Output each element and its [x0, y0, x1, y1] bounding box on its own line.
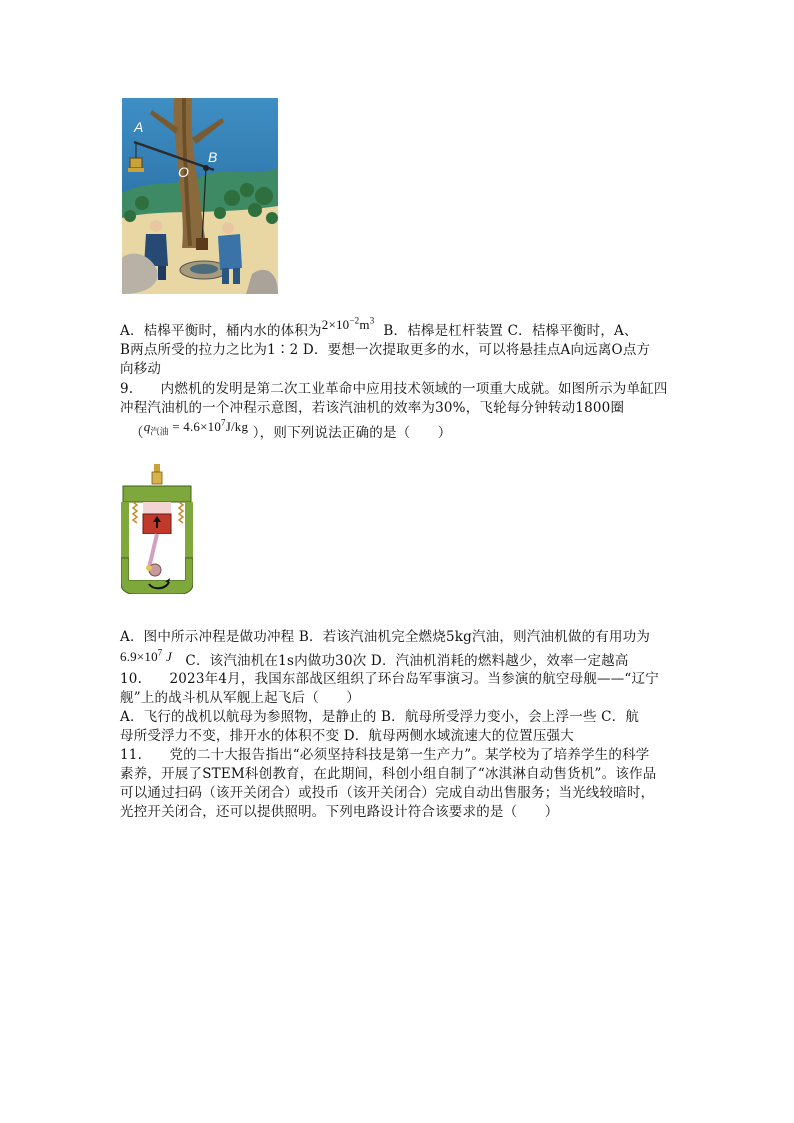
point-a-label: A: [134, 119, 144, 135]
engine-stroke-diagram: [121, 464, 193, 594]
well-sweep-figure: [122, 98, 278, 294]
q9-options-line1: A．图中所示冲程是做功冲程 B．若该汽油机完全燃烧5kg汽油，则汽油机做的有用功为: [120, 629, 651, 645]
q11-stem-line1: 11. 党的二十大报告指出“必须坚持科技是第一生产力”。某学校为了培养学生的科学: [120, 747, 650, 763]
point-b-label: B: [208, 149, 218, 165]
q9-stem-line2: 冲程汽油机的一个冲程示意图，若该汽油机的效率为30%，飞轮每分钟转动1800圈: [120, 400, 625, 416]
q8-options-line3: 向移动: [120, 361, 162, 377]
q8-options-line2: B两点所受的拉力之比为1∶2 D．要想一次提取更多的水，可以将悬挂点A向远离O点方: [120, 342, 651, 358]
useful-work-formula: $6.9\times 10^7$ J: [120, 647, 172, 664]
q9-stem-line3: （$q_{汽油} = 4.6\times 10^7J/kg$ ），则下列说法正确的是（ ）: [130, 417, 452, 441]
q11-stem-line2: 素养，开展了STEM科创教育，在此期间，科创小组自制了“冰淇淋自动售货机”。该作品: [120, 766, 657, 782]
point-o-label: O: [178, 164, 189, 180]
q10-stem-line2: 舰”上的战斗机从军舰上起飞后（ ）: [120, 690, 361, 706]
q8-options-line1: A．桔槔平衡时，桶内水的体积为$2\times 10^{-2}m^3$ B．桔槔是杠杆装置 C．桔槔平衡时，A、: [120, 315, 638, 339]
q11-stem-line3: 可以通过扫码（该开关闭合）或投币（该开关闭合）完成自动出售服务；当光线较暗时，: [120, 785, 655, 801]
q10-options-line2: 母所受浮力不变，排开水的体积不变 D．航母两侧水域流速大的位置压强大: [120, 728, 574, 744]
q9-stem-line1: 9. 内燃机的发明是第二次工业革命中应用技术领域的一项重大成就。如图所示为单缸四: [120, 381, 668, 397]
q9-options-line2: $6.9\times 10^7$ J C．该汽油机在1s内做功30次 D．汽油机消耗的燃料越少，效率一定越高: [120, 647, 629, 669]
engine-figure: [121, 464, 193, 594]
well-sweep-illustration: [122, 98, 278, 294]
gasoline-heat-value-formula: $q_{汽油} = 4.6\times 10^7J/kg$: [143, 417, 249, 438]
water-volume-formula: $2\times 10^{-2}m^3$: [321, 315, 375, 332]
q10-stem-line1: 10. 2023年4月，我国东部战区组织了环台岛军事演习。当参演的航空母舰——“辽宁: [120, 671, 659, 687]
q10-options-line1: A．飞行的战机以航母为参照物，是静止的 B．航母所受浮力变小，会上浮一些 C．航: [120, 709, 640, 725]
q11-stem-line4: 光控开关闭合，还可以提供照明。下列电路设计符合该要求的是（ ）: [120, 804, 559, 820]
